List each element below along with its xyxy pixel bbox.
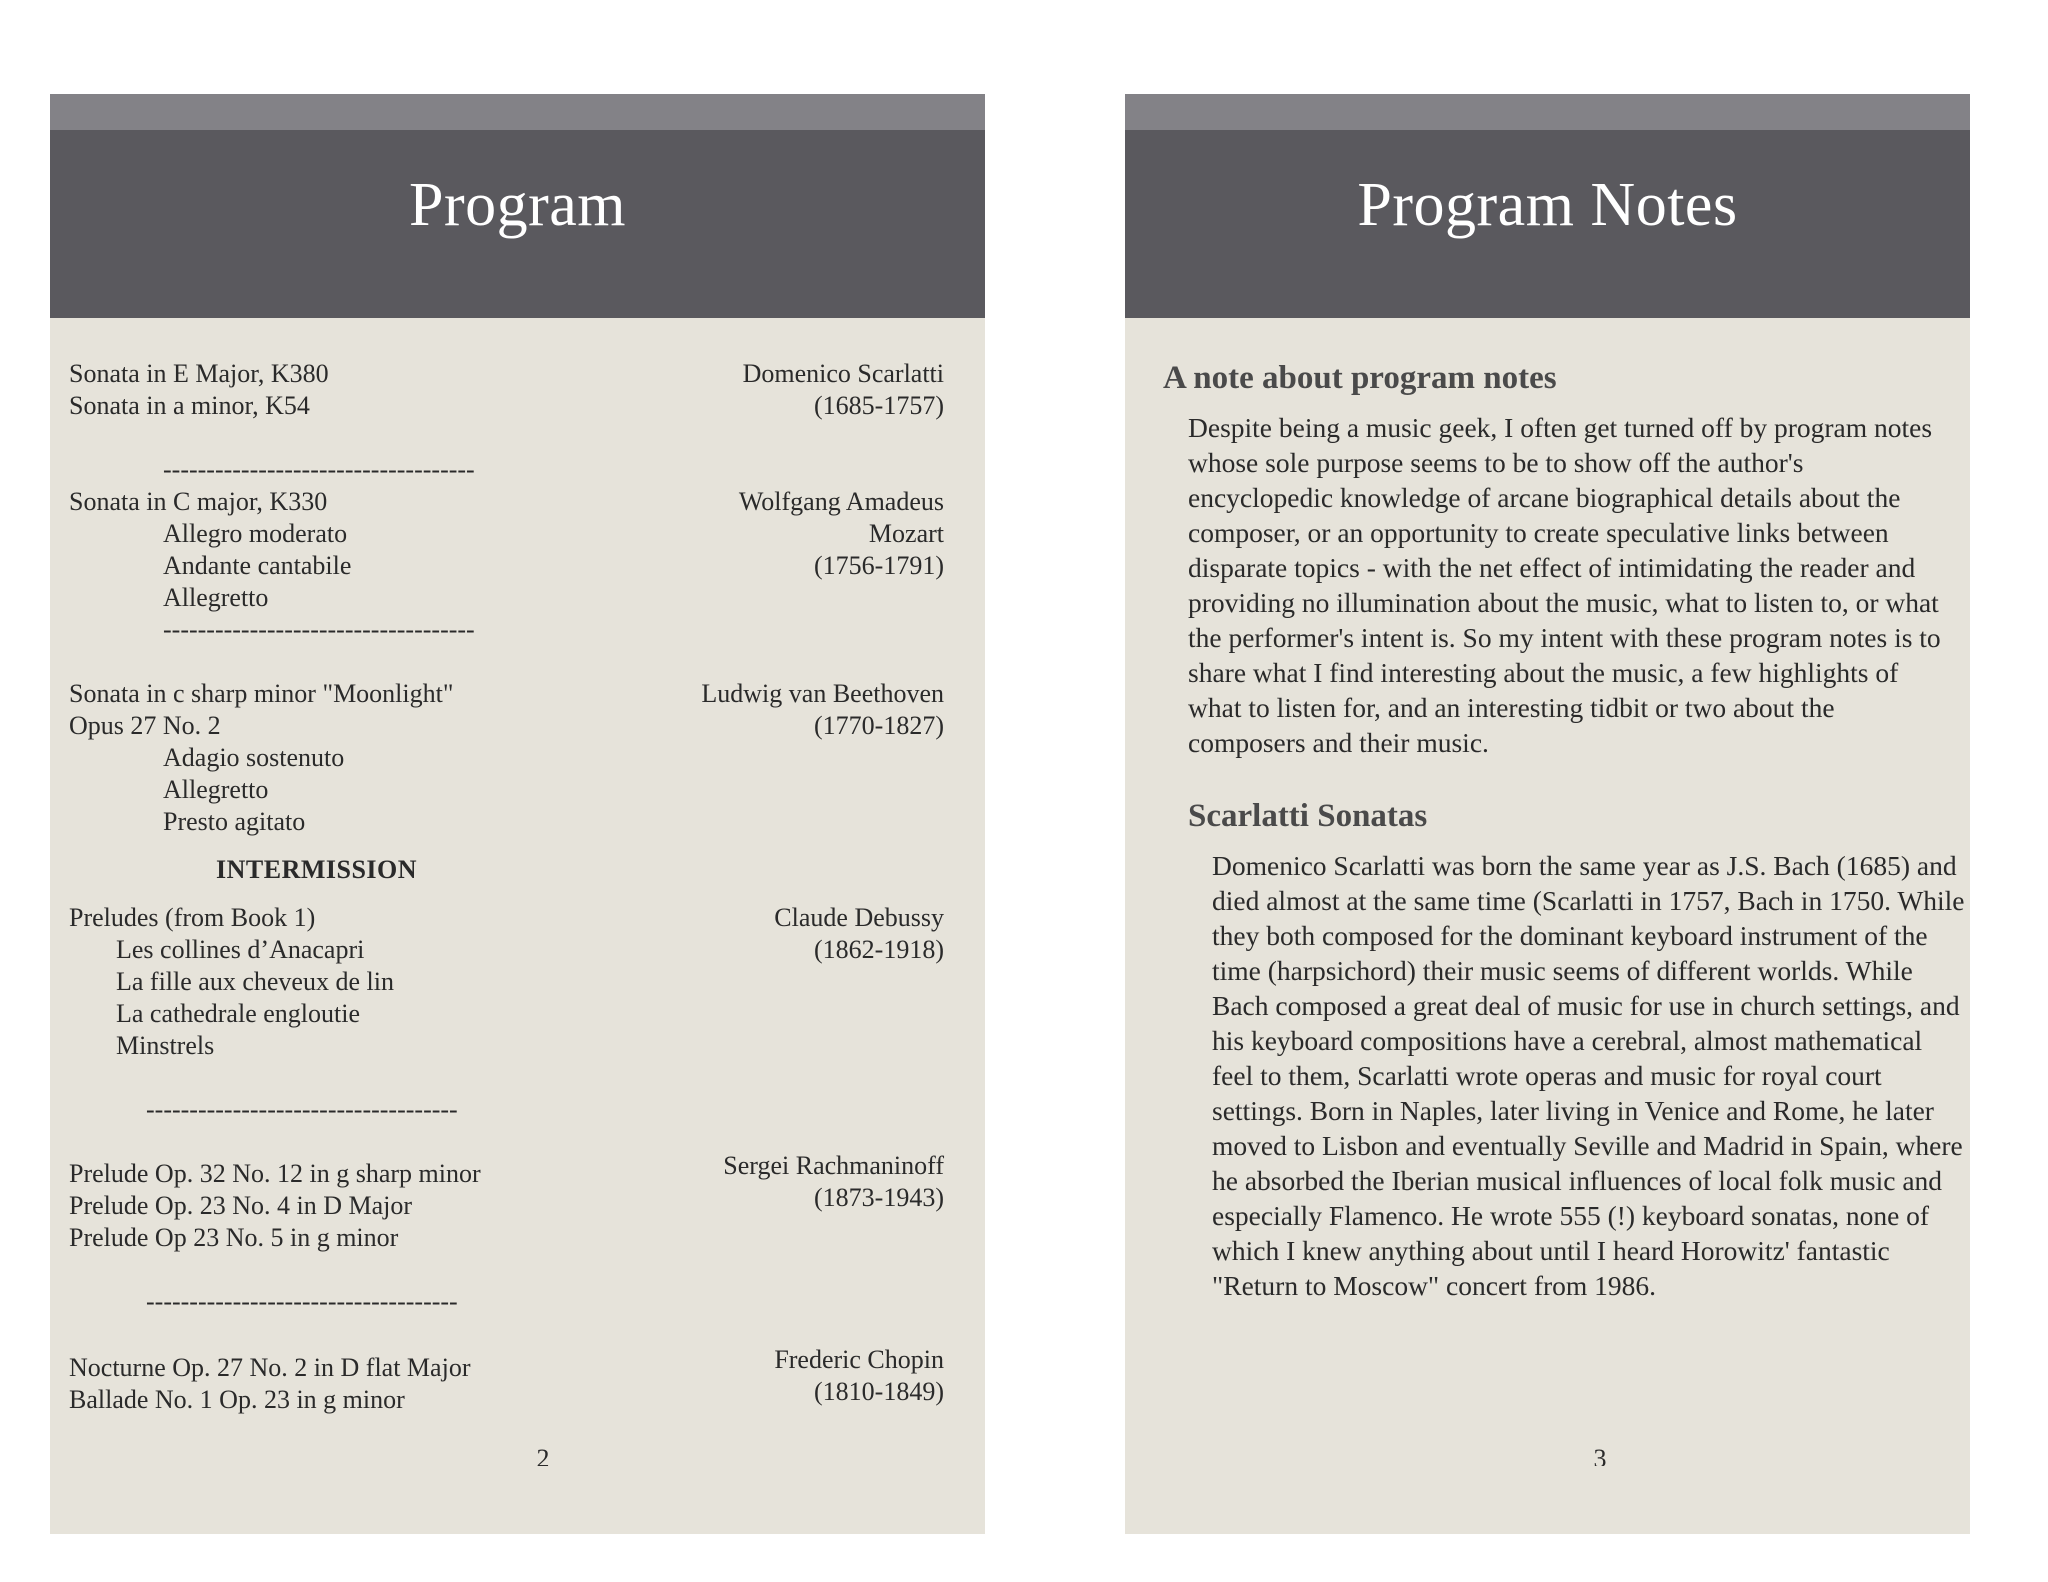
composer-name: Wolfgang Amadeus [738, 487, 944, 516]
work-title: Sonata in c sharp minor "Moonlight" [69, 679, 454, 708]
composer-info [624, 1344, 944, 1408]
section-heading: A note about program notes [1163, 360, 1557, 396]
movement: Minstrels [116, 1031, 215, 1060]
work-title: Ballade No. 1 Op. 23 in g minor [69, 1385, 405, 1414]
composer-dates: (1756-1791) [814, 551, 944, 580]
composer-name: Mozart [868, 519, 944, 548]
section-divider: ------------------------------------ [163, 615, 475, 644]
composer-dates: (1685-1757) [814, 391, 944, 420]
section-paragraph: Despite being a music geek, I often get turned off by program notes whose sole purpose seems to be to show off the author's encyclopedic knowledge of arcane biographical details about the composer, or an opportunity to create speculative links between disparate topics - with the net effect of intimidating the reader and providing no illumination about the music, what to listen to, or what the performer's intent is. So my intent with these program notes is to share what I find interesting about the music, a few highlights of what to listen for, and an interesting tidbit or two about the composers and their music. [1188, 412, 1941, 758]
work-title: Preludes (from Book 1) [69, 903, 316, 932]
page-title: Program Notes [1357, 171, 1738, 239]
page-number: 2 [536, 1444, 550, 1466]
composer-name: Sergei Rachmaninoff [723, 1151, 944, 1180]
composer-info [624, 358, 944, 422]
page-top-strip [50, 94, 985, 130]
section-divider: ------------------------------------ [163, 455, 475, 484]
composer-name: Domenico Scarlatti [742, 359, 944, 388]
program-list [69, 358, 944, 1416]
movement: Allegro moderato [163, 519, 348, 548]
program-page [50, 94, 985, 1534]
page-number: 3 [1593, 1444, 1607, 1466]
page-top-strip [1125, 94, 1970, 130]
program-item-chopin [69, 1345, 944, 1416]
composer-dates: (1770-1827) [814, 711, 944, 740]
work-title: Sonata in a minor, K54 [69, 391, 310, 420]
composer-name: Frederic Chopin [774, 1345, 944, 1374]
work-title: Nocturne Op. 27 No. 2 in D flat Major [69, 1353, 471, 1382]
movement: La fille aux cheveux de lin [116, 967, 394, 996]
work-title: Opus 27 No. 2 [69, 711, 221, 740]
section-heading: Scarlatti Sonatas [1188, 798, 1428, 834]
movement: Adagio sostenuto [163, 743, 345, 772]
program-notes-page [1125, 94, 1970, 1534]
movement: La cathedrale engloutie [116, 999, 360, 1028]
composer-dates: (1810-1849) [814, 1377, 944, 1406]
work-title: Sonata in C major, K330 [69, 487, 328, 516]
movement: Presto agitato [163, 807, 306, 836]
work-title: Prelude Op 23 No. 5 in g minor [69, 1223, 399, 1252]
movement: Andante cantabile [163, 551, 352, 580]
composer-info [624, 1150, 944, 1214]
program-item-scarlatti [69, 358, 944, 422]
section-divider: ------------------------------------ [146, 1095, 458, 1124]
composer-info [624, 902, 944, 966]
title-banner [50, 130, 985, 318]
section-paragraph: Domenico Scarlatti was born the same year as J.S. Bach (1685) and died almost at the same time (Scarlatti in 1757, Bach in 1750. While they both composed for the dominant keyboard instrument of the time (harpsichord) their music seems of different worlds. While Bach composed a great deal of music for use in church settings, and his keyboard compositions have a cerebral, almost mathematical feel to them, Scarlatti wrote operas and music for royal court settings. Born in Naples, later living in Venice and Rome, he later moved to Lisbon and eventually Seville and Madrid in Spain, where he absorbed the Iberian musical influences of local folk music and especially Flamenco. He wrote 555 (!) keyboard sonatas, none of which I knew anything about until I heard Horowitz' fantastic "Return to Moscow" concert from 1986. [1212, 850, 1965, 1301]
program-item-debussy [69, 902, 944, 1062]
composer-name: Claude Debussy [774, 903, 944, 932]
page-title: Program [408, 171, 627, 239]
movement: Les collines d’Anacapri [116, 935, 365, 964]
composer-dates: (1873-1943) [814, 1183, 944, 1212]
section-divider: ------------------------------------ [146, 1287, 458, 1316]
composer-info [624, 678, 944, 742]
work-title: Prelude Op. 23 No. 4 in D Major [69, 1191, 413, 1220]
work-title: Sonata in E Major, K380 [69, 359, 329, 388]
work-title: Prelude Op. 32 No. 12 in g sharp minor [69, 1159, 481, 1188]
composer-name: Ludwig van Beethoven [701, 679, 944, 708]
movement: Allegretto [163, 583, 269, 612]
title-banner [1125, 130, 1970, 318]
notes-content [1163, 358, 1963, 1303]
composer-info [624, 486, 944, 582]
program-item-rachmaninoff [69, 1151, 944, 1254]
movement: Allegretto [163, 775, 269, 804]
composer-dates: (1862-1918) [814, 935, 944, 964]
intermission-label: INTERMISSION [216, 855, 418, 884]
program-item-mozart [69, 486, 944, 614]
program-item-beethoven [69, 678, 944, 838]
